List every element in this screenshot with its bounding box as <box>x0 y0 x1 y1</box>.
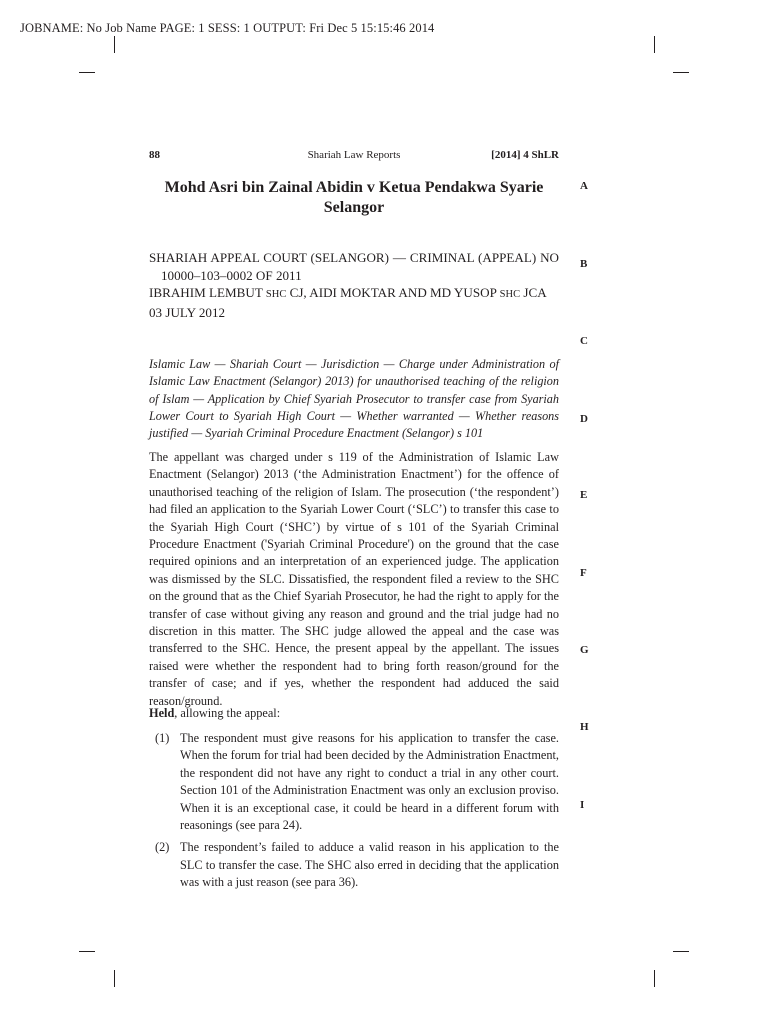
margin-letter: B <box>580 258 588 270</box>
court-judges: IBRAHIM LEMBUT SHC CJ, AIDI MOKTAR AND MD YUSOP SHC JCA <box>149 285 547 300</box>
crop-mark <box>79 72 95 73</box>
margin-letter: C <box>580 335 588 347</box>
catchwords: Islamic Law — Shariah Court — Jurisdiction — Charge under Administration of Islamic Law Enactment (Selangor) 2013) for unauthorised teaching of the religion of Islam — Application by Chief Syariah Prosecutor to transfer case from Syariah Lower Court to Syariah High Court — Whether warranted — Whether reasons justified — Syariah Criminal Procedure Enactment (Selangor) s 101 <box>149 357 559 441</box>
holdings-list <box>149 730 559 897</box>
margin-letter: D <box>580 413 588 425</box>
crop-mark <box>654 970 655 987</box>
held-heading: Held, allowing the appeal: <box>149 706 281 720</box>
margin-letter: A <box>580 180 588 192</box>
margin-letter: H <box>580 721 589 733</box>
case-title: Mohd Asri bin Zainal Abidin v Ketua Pendakwa Syarie Selangor <box>164 179 544 216</box>
holding-number: (2) <box>155 840 170 855</box>
holding-text: The respondent must give reasons for his application to transfer the case. When the forum for trial had been decided by the Administration Enactment, the respondent did not have any right to conduct a trial in any other court. Section 101 of the Administration Enactment was only an exclusion proviso. When it is an exceptional case, it could be heard in a different forum with reasonings (see para 24). <box>180 731 559 833</box>
publication-name: Shariah Law Reports <box>307 149 401 161</box>
crop-mark <box>673 72 689 73</box>
crop-mark <box>79 951 95 952</box>
print-job-header: JOBNAME: No Job Name PAGE: 1 SESS: 1 OUTPUT: Fri Dec 5 15:15:46 2014 <box>20 21 435 35</box>
margin-letter: I <box>580 799 585 811</box>
holding-text: The respondent’s failed to adduce a valid reason in his application to the SLC to transfer the case. The SHC also erred in deciding that the application was with a just reason (see para 36). <box>180 840 559 890</box>
crop-mark <box>114 970 115 987</box>
holding-item <box>149 839 559 891</box>
case-summary: The appellant was charged under s 119 of the Administration of Islamic Law Enactment (Selangor) 2013 (‘the Administration Enactment’) for the offence of unauthorised teaching of the religion of Islam. The prosecution (‘the respondent’) had filed an application to the Syariah Lower Court (‘SLC’) to transfer this case to the Syariah High Court (‘SHC’) by virtue of s 101 of the Syariah Criminal Procedure Enactment ('Syariah Criminal Procedure') on the ground that the case required opinions and an interpretation of an experienced judge. The application was dismissed by the SLC. Dissatisfied, the respondent filed a review to the SHC on the ground that as the Chief Syariah Prosecutor, he had the right to apply for the transfer of case without giving any reason and ground and the trial judge had no discretion in this matter. The SHC judge allowed the appeal and the case was transferred to the SHC. Hence, the present appeal by the appellant. The issues raised were whether the respondent had to bring forth reason/ground for the transfer of case; and if yes, whether the respondent had adduced the said reason/ground. <box>149 450 559 708</box>
crop-mark <box>673 951 689 952</box>
margin-letter: E <box>580 489 588 501</box>
crop-mark <box>114 36 115 53</box>
margin-letter: G <box>580 644 589 656</box>
court-info <box>149 249 559 321</box>
holding-number: (1) <box>155 731 170 745</box>
report-citation: [2014] 4 ShLR <box>491 149 559 161</box>
judgment-date: 03 JULY 2012 <box>149 304 226 320</box>
holding-item <box>149 730 559 834</box>
running-head <box>149 149 559 165</box>
court-case-number: SHARIAH APPEAL COURT (SELANGOR) — CRIMINAL (APPEAL) NO 10000–103–0002 OF 2011 <box>149 250 559 283</box>
margin-letter: F <box>580 567 587 579</box>
crop-mark <box>654 36 655 53</box>
page-number: 88 <box>149 149 160 161</box>
